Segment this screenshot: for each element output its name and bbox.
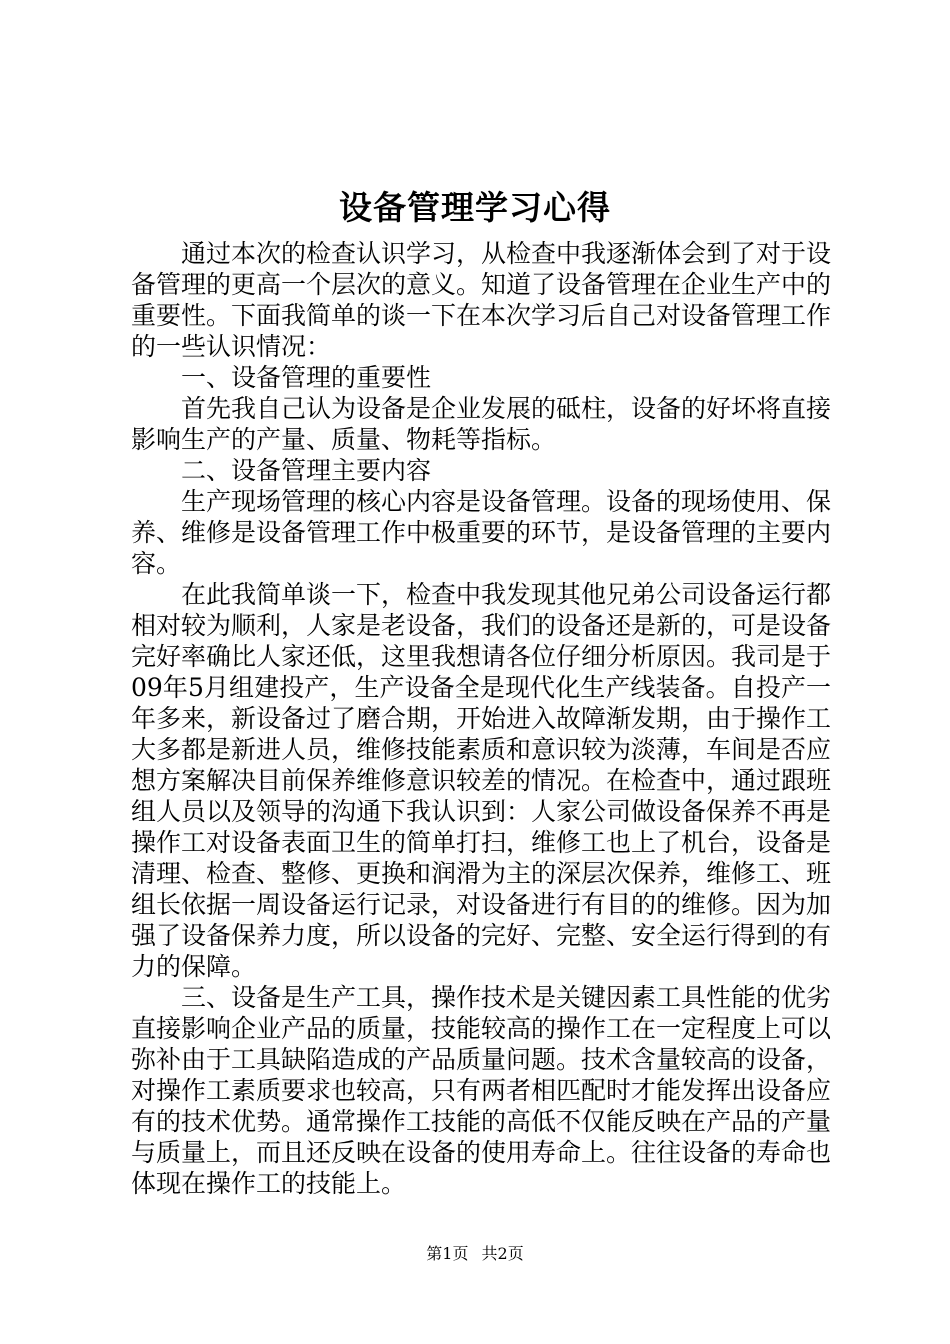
page-number: 第1页	[426, 1244, 469, 1263]
page-total: 共2页	[481, 1244, 524, 1263]
section-heading-2: 二、设备管理主要内容	[181, 456, 432, 485]
paragraph-intro: 通过本次的检查认识学习，从检查中我逐渐体会到了对于设备管理的更高一个层次的意义。知道了设备管理在企业生产中的重要性。下面我简单的谈一下在本次学习后自己对设备管理工作的一些认识情况：	[131, 239, 832, 361]
paragraph-inspection: 在此我简单谈一下，检查中我发现其他兄弟公司设备运行都相对较为顺利，人家是老设备，我们的设备还是新的，可是设备完好率确比人家还低，这里我想请各位仔细分析原因。我司是于09年5月组建投产，生产设备全是现代化生产线装备。自投产一年多来，新设备过了磨合期，开始进入故障渐发期，由于操作工大多都是新进人员，维修技能素质和意识较为淡薄，车间是否应想方案解决目前保养维修意识较差的情况。在检查中，通过跟班组人员以及领导的沟通下我认识到：人家公司做设备保养不再是操作工对设备表面卫生的简单打扫，维修工也上了机台，设备是清理、检查、整修、更换和润滑为主的深层次保养，维修工、班组长依据一周设备运行记录，对设备进行有目的的维修。因为加强了设备保养力度，所以设备的完好、完整、安全运行得到的有力的保障。	[131, 580, 832, 981]
paragraph-main-content: 生产现场管理的核心内容是设备管理。设备的现场使用、保养、维修是设备管理工作中极重要的环节，是设备管理的主要内容。	[131, 487, 832, 578]
document-title: 设备管理学习心得	[339, 188, 611, 227]
document-body	[131, 238, 831, 1199]
page-footer	[0, 1244, 950, 1264]
paragraph-importance: 首先我自己认为设备是企业发展的砥柱，设备的好坏将直接影响生产的产量、质量、物耗等指标。	[131, 394, 832, 454]
paragraph-section-3: 三、设备是生产工具，操作技术是关键因素工具性能的优劣直接影响企业产品的质量，技能较高的操作工在一定程度上可以弥补由于工具缺陷造成的产品质量问题。技术含量较高的设备，对操作工素质要求也较高，只有两者相匹配时才能发挥出设备应有的技术优势。通常操作工技能的高低不仅能反映在产品的产量与质量上，而且还反映在设备的使用寿命上。往往设备的寿命也体现在操作工的技能上。	[131, 983, 832, 1198]
section-heading-1: 一、设备管理的重要性	[181, 363, 432, 392]
